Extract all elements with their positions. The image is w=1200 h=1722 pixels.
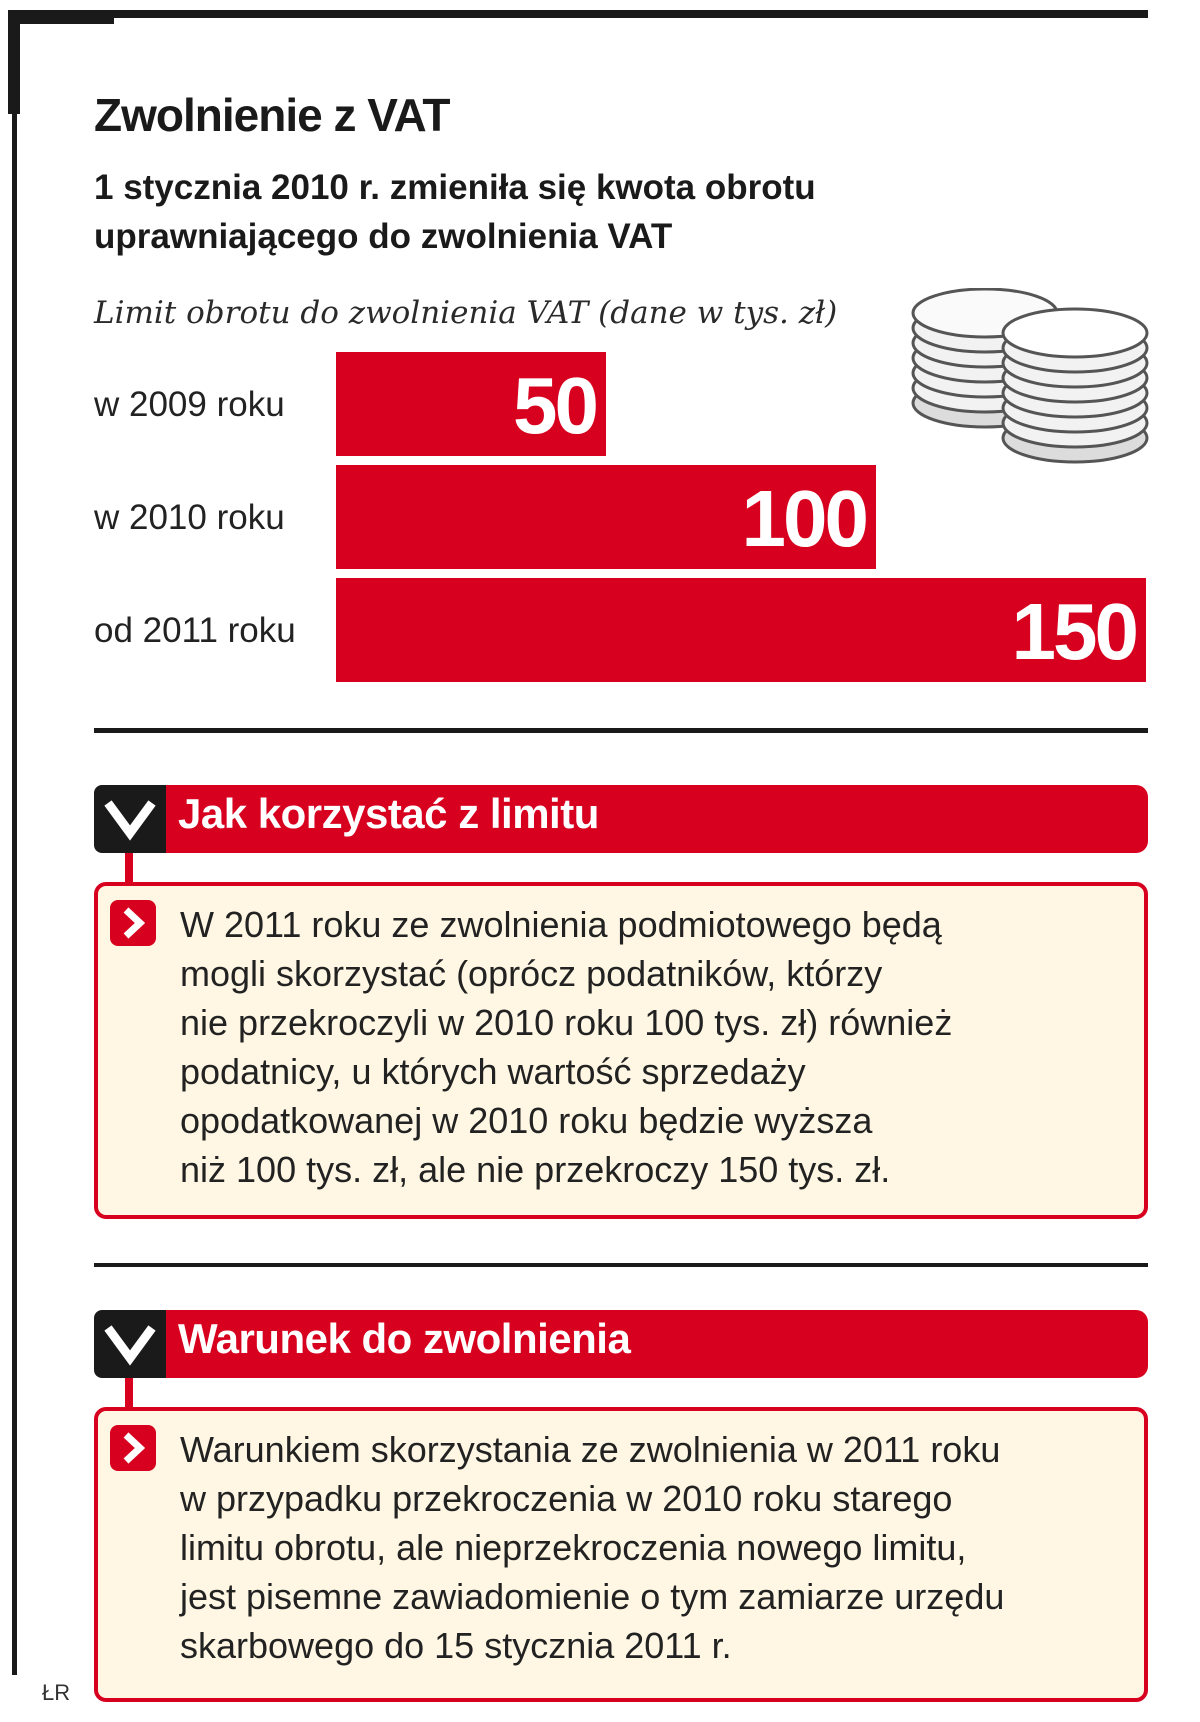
section-title: Jak korzystać z limitu <box>178 790 599 837</box>
value-label: 150 <box>1011 587 1136 676</box>
text-line: Warunkiem skorzystania ze zwolnienia w 2011 roku <box>180 1429 1001 1470</box>
chevron-down-icon <box>94 1310 166 1378</box>
text-line: jest pisemne zawiadomienie o tym zamiarze urzędu <box>180 1576 1005 1617</box>
category-label: w 2010 roku <box>94 498 285 537</box>
section-divider <box>94 728 1148 733</box>
text-line: niż 100 tys. zł, ale nie przekroczy 150 tys. zł. <box>180 1149 891 1190</box>
infographic-title: Zwolnienie z VAT <box>94 89 450 141</box>
chevron-right-icon <box>110 900 156 946</box>
section-title: Warunek do zwolnienia <box>178 1315 631 1362</box>
text-line: mogli skorzystać (oprócz podatników, którzy <box>180 953 883 994</box>
value-label: 50 <box>513 361 596 450</box>
section-header-condition <box>94 1310 1148 1378</box>
author-credit: ŁR <box>42 1680 71 1705</box>
section-connector <box>125 853 133 883</box>
chevron-down-icon <box>94 785 166 853</box>
section-connector <box>125 1378 133 1408</box>
chevron-right-icon <box>110 1425 156 1471</box>
coins-icon <box>905 288 1160 478</box>
section-box-limit <box>94 882 1148 1219</box>
chart-title: Limit obrotu do zwolnienia VAT (dane w tys. zł) <box>94 295 838 331</box>
section-text <box>180 1425 1126 1670</box>
text-line: nie przekroczyli w 2010 roku 100 tys. zł) również <box>180 1002 953 1043</box>
text-line: limitu obrotu, ale nieprzekroczenia nowego limitu, <box>180 1527 967 1568</box>
category-label: w 2009 roku <box>94 385 285 424</box>
infographic-subtitle: 1 stycznia 2010 r. zmieniła się kwota obrotu uprawniającego do zwolnienia VAT <box>94 168 816 256</box>
text-line: skarbowego do 15 stycznia 2011 r. <box>180 1625 732 1666</box>
text-line: W 2011 roku ze zwolnienia podmiotowego będą <box>180 904 942 945</box>
section-header-limit <box>94 785 1148 853</box>
category-label: od 2011 roku <box>94 611 296 650</box>
section-box-condition <box>94 1407 1148 1702</box>
section-text <box>180 900 1126 1194</box>
text-line: w przypadku przekroczenia w 2010 roku starego <box>180 1478 953 1519</box>
section-divider <box>94 1263 1148 1267</box>
text-line: opodatkowanej w 2010 roku będzie wyższa <box>180 1100 873 1141</box>
value-label: 100 <box>741 474 866 563</box>
text-line: podatnicy, u których wartość sprzedaży <box>180 1051 806 1092</box>
